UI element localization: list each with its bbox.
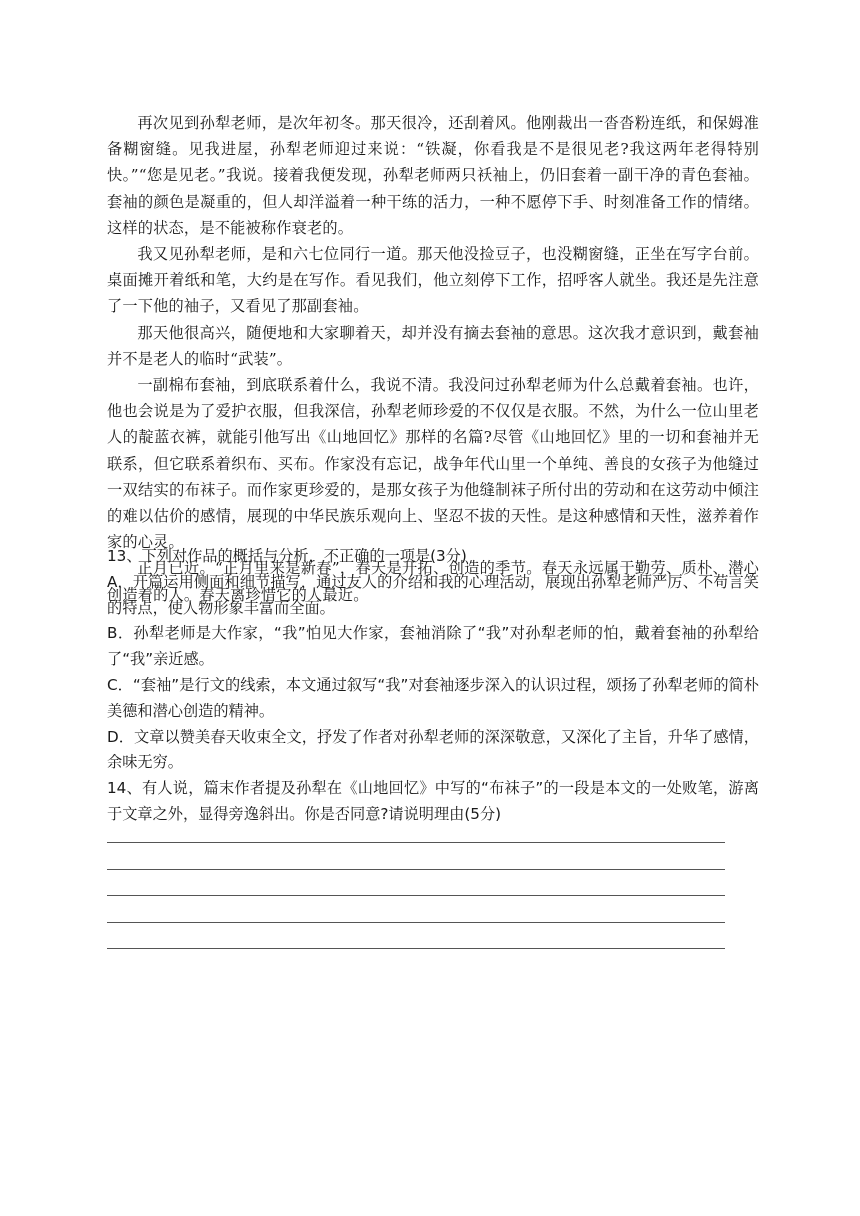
passage-paragraph: 我又见孙犁老师，是和六七位同行一道。那天他没捡豆子，也没糊窗缝，正坐在写字台前。桌面摊开着纸和笔，大约是在写作。看见我们，他立刻停下工作，招呼客人就坐。我还是先注意了一下他的袖子，又看见了那副套袖。 (107, 245, 759, 316)
question-13-stem: 13、下列对作品的概括与分析，不正确的一项是(3分) (107, 547, 467, 565)
question-13-option-d: D．文章以赞美春天收束全文，抒发了作者对孙犁老师的深深敬意，又深化了主旨，升华了感情，余味无穷。 (107, 727, 759, 772)
passage-paragraph: 再次见到孙犁老师，是次年初冬。那天很冷，还刮着风。他刚裁出一沓沓粉连纸，和保姆准备糊窗缝。见我进屋，孙犁老师迎过来说：“铁凝，你看我是不是很见老?我这两年老得特别快。”“您是见老。”我说。接着我便发现，孙犁老师两只袄袖上，仍旧套着一副干净的青色套袖。套袖的颜色是凝重的，但人却洋溢着一种干练的活力，一种不愿停下手、时刻准备工作的情绪。这样的状态，是不能被称作衰老的。 (107, 114, 759, 237)
passage-paragraph: 那天他很高兴，随便地和大家聊着天，却并没有摘去套袖的意思。这次我才意识到，戴套袖并不是老人的临时“武装”。 (107, 323, 759, 368)
answer-line[interactable] (107, 922, 725, 923)
passage-paragraph: 正月已近。“正月里来是新春”，春天是开拓、创造的季节。春天永远属于勤劳、质朴、潜心创造着的人。春天离珍惜它的人最近。 (107, 559, 759, 604)
answer-line[interactable] (107, 895, 725, 896)
passage-paragraph: 一副棉布套袖，到底联系着什么，我说不清。我没问过孙犁老师为什么总戴着套袖。也许，他也会说是为了爱护衣服，但我深信，孙犁老师珍爱的不仅仅是衣服。不然，为什么一位山里老人的靛蓝衣裤，就能引他写出《山地回忆》那样的名篇?尽管《山地回忆》里的一切和套袖并无联系，但它联系着织布、买布。作家没有忘记，战争年代山里一个单纯、善良的女孩子为他缝过一双结实的布袜子。而作家更珍爱的，是那女孩子为他缝制袜子所付出的劳动和在这劳动中倾注的难以估价的感情，展现的中华民族乐观向上、坚忍不拔的天性。是这种感情和天性，滋养着作家的心灵。 (107, 376, 759, 552)
question-section (107, 544, 759, 828)
question-13-option-c: C．“套袖”是行文的线索，本文通过叙写“我”对套袖逐步深入的认识过程，颂扬了孙犁老师的简朴美德和潜心创造的精神。 (107, 675, 759, 720)
answer-area[interactable] (107, 842, 725, 975)
reading-passage (107, 110, 759, 608)
answer-line[interactable] (107, 948, 725, 949)
question-13-option-a: A．开篇运用侧面和细节描写，通过友人的介绍和我的心理活动，展现出孙犁老师严厉、不苟言笑的特点，使人物形象丰富而全面。 (107, 572, 759, 617)
question-14-stem: 14、有人说，篇末作者提及孙犁在《山地回忆》中写的“布袜子”的一段是本文的一处败笔，游离于文章之外，显得旁逸斜出。你是否同意?请说明理由(5分) (107, 779, 759, 823)
answer-line[interactable] (107, 842, 725, 843)
question-13-option-b: B．孙犁老师是大作家，“我”怕见大作家，套袖消除了“我”对孙犁老师的怕，戴着套袖的孙犁给了“我”亲近感。 (107, 624, 759, 669)
answer-line[interactable] (107, 869, 725, 870)
